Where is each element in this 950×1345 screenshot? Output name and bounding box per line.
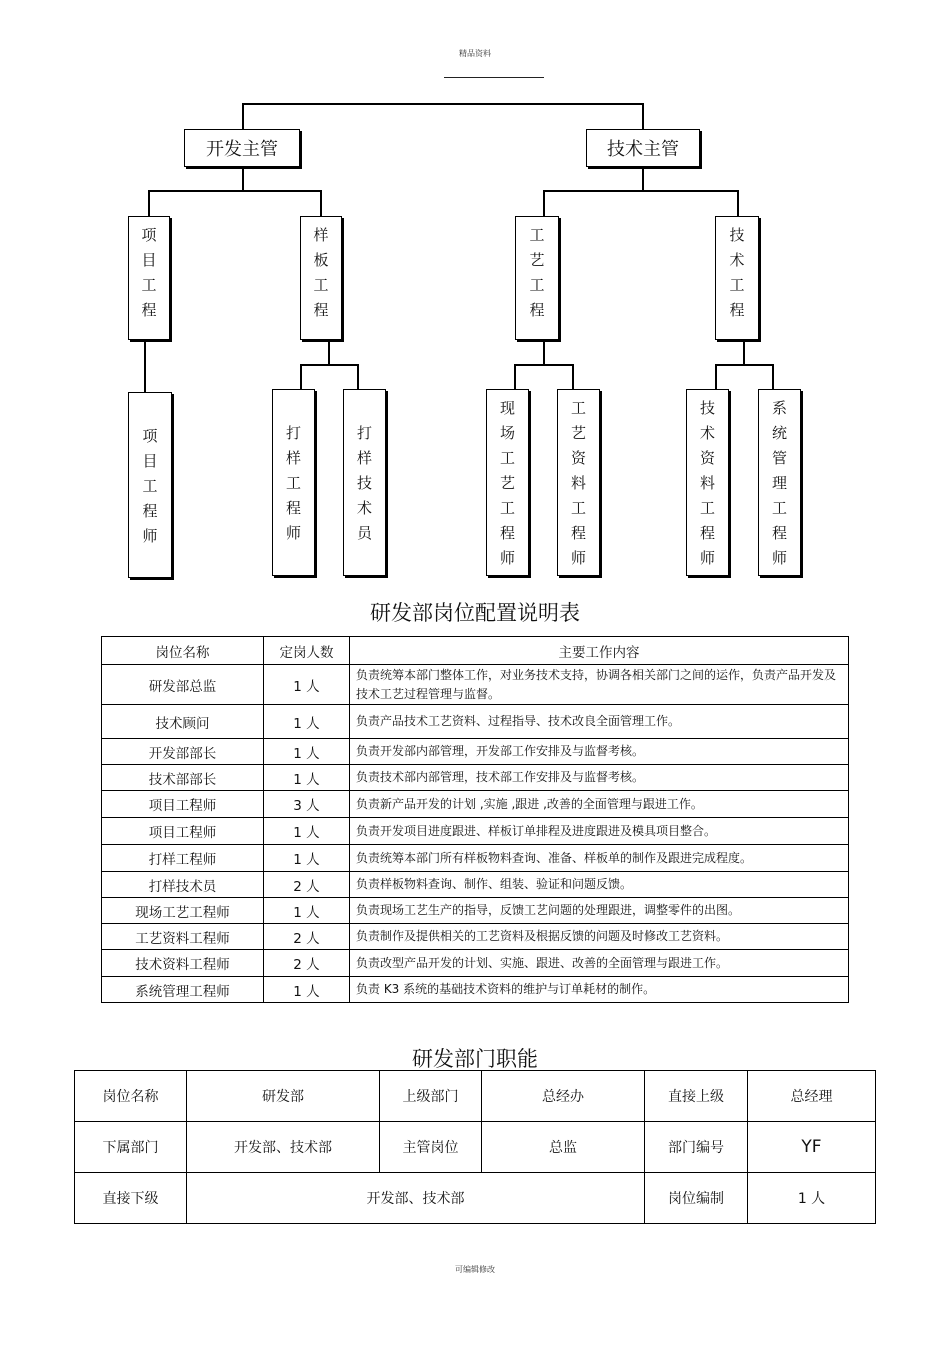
position-name-cell: 现场工艺工程师 bbox=[102, 898, 264, 924]
table-cell: 下属部门 bbox=[75, 1122, 187, 1173]
headcount-cell: 1 人 bbox=[264, 765, 350, 791]
table-row bbox=[102, 924, 849, 950]
org-node-field-process-engineer bbox=[486, 389, 529, 576]
table-cell: 总经理 bbox=[748, 1071, 876, 1122]
org-node-label: 技术工程 bbox=[729, 226, 745, 319]
headcount-cell: 1 人 bbox=[264, 739, 350, 765]
table-cell: 岗位编制 bbox=[645, 1173, 748, 1224]
positions-table bbox=[101, 636, 849, 1003]
table-cell: 岗位名称 bbox=[75, 1071, 187, 1122]
table-cell: 部门编号 bbox=[645, 1122, 748, 1173]
position-name-cell: 技术顾问 bbox=[102, 705, 264, 739]
org-node-label: 技术主管 bbox=[607, 139, 679, 160]
table-cell: 研发部 bbox=[187, 1071, 380, 1122]
connector bbox=[737, 190, 739, 216]
org-node-sample-engineer bbox=[272, 389, 315, 576]
connector bbox=[320, 190, 322, 216]
position-name-cell: 技术资料工程师 bbox=[102, 950, 264, 977]
org-node-tech-doc-engineer bbox=[686, 389, 729, 576]
position-name-cell: 开发部部长 bbox=[102, 739, 264, 765]
dept-table-title: 研发部门职能 bbox=[412, 1047, 538, 1071]
duty-cell: 负责现场工艺生产的指导，反馈工艺问题的处理跟进，调整零件的出图。 bbox=[350, 898, 849, 924]
column-header: 主要工作内容 bbox=[350, 637, 849, 665]
connector bbox=[642, 166, 644, 191]
connector bbox=[242, 103, 643, 105]
table-cell: 开发部、技术部 bbox=[187, 1122, 380, 1173]
connector bbox=[572, 364, 574, 389]
page-footer: 可编辑修改 bbox=[455, 1265, 495, 1274]
connector bbox=[144, 341, 146, 392]
duty-cell: 负责技术部内部管理，技术部工作安排及与监督考核。 bbox=[350, 765, 849, 791]
org-node-project-eng bbox=[128, 216, 170, 340]
connector bbox=[543, 190, 738, 192]
duty-cell: 负责 K3 系统的基础技术资料的维护与订单耗材的制作。 bbox=[350, 977, 849, 1003]
headcount-cell: 2 人 bbox=[264, 924, 350, 950]
position-name-cell: 打样技术员 bbox=[102, 872, 264, 898]
org-node-project-engineer bbox=[128, 392, 172, 578]
table-cell: 开发部、技术部 bbox=[187, 1173, 645, 1224]
duty-cell: 负责新产品开发的计划 ,实施 ,跟进 ,改善的全面管理与跟进工作。 bbox=[350, 791, 849, 818]
headcount-cell: 1 人 bbox=[264, 705, 350, 739]
headcount-cell: 3 人 bbox=[264, 791, 350, 818]
org-node-label: 技术资料工程师 bbox=[699, 399, 715, 567]
position-name-cell: 打样工程师 bbox=[102, 845, 264, 872]
connector bbox=[715, 364, 717, 389]
header-rule bbox=[444, 77, 544, 78]
connector bbox=[357, 364, 359, 389]
position-name-cell: 项目工程师 bbox=[102, 818, 264, 845]
table-cell: 1 人 bbox=[748, 1173, 876, 1224]
table-row bbox=[102, 977, 849, 1003]
connector bbox=[543, 190, 545, 216]
table-row bbox=[102, 818, 849, 845]
org-node-label: 打样工程师 bbox=[285, 424, 301, 542]
duty-cell: 负责制作及提供相关的工艺资料及根据反馈的问题及时修改工艺资料。 bbox=[350, 924, 849, 950]
connector bbox=[772, 364, 774, 389]
table-cell: 上级部门 bbox=[380, 1071, 482, 1122]
headcount-cell: 1 人 bbox=[264, 818, 350, 845]
connector bbox=[543, 341, 545, 365]
org-node-tech-manager bbox=[586, 129, 700, 167]
org-node-dev-manager bbox=[184, 129, 300, 167]
connector bbox=[148, 190, 150, 216]
position-name-cell: 技术部部长 bbox=[102, 765, 264, 791]
table-row bbox=[75, 1071, 876, 1122]
org-node-sample-eng bbox=[300, 216, 342, 340]
connector bbox=[242, 103, 244, 130]
org-node-technical-eng bbox=[715, 216, 759, 340]
table-cell: 直接下级 bbox=[75, 1173, 187, 1224]
connector bbox=[514, 364, 516, 389]
table-row bbox=[102, 791, 849, 818]
org-node-label: 样板工程 bbox=[313, 226, 329, 319]
connector bbox=[743, 341, 745, 365]
headcount-cell: 1 人 bbox=[264, 898, 350, 924]
org-node-label: 开发主管 bbox=[206, 139, 278, 160]
duty-cell: 负责样板物料查询、制作、组装、验证和问题反馈。 bbox=[350, 872, 849, 898]
positions-table-title: 研发部岗位配置说明表 bbox=[370, 601, 580, 625]
page-header: 精品资料 bbox=[459, 49, 491, 58]
org-node-label: 现场工艺工程师 bbox=[499, 399, 515, 567]
table-row bbox=[75, 1173, 876, 1224]
duty-cell: 负责统筹本部门整体工作，对业务技术支持，协调各相关部门之间的运作，负责产品开发及技术工艺过程管理与监督。 bbox=[350, 665, 849, 705]
org-node-label: 打样技术员 bbox=[356, 424, 372, 542]
duty-cell: 负责统筹本部门所有样板物料查询、准备、样板单的制作及跟进完成程度。 bbox=[350, 845, 849, 872]
connector bbox=[242, 166, 244, 191]
table-row bbox=[102, 898, 849, 924]
connector bbox=[300, 364, 302, 389]
table-row bbox=[75, 1122, 876, 1173]
table-row bbox=[102, 739, 849, 765]
headcount-cell: 1 人 bbox=[264, 665, 350, 705]
org-node-label: 工艺工程 bbox=[529, 226, 545, 319]
duty-cell: 负责开发项目进度跟进、样板订单排程及进度跟进及模具项目整合。 bbox=[350, 818, 849, 845]
connector bbox=[715, 364, 773, 366]
position-name-cell: 工艺资料工程师 bbox=[102, 924, 264, 950]
org-node-label: 项目工程师 bbox=[142, 427, 158, 545]
column-header: 定岗人数 bbox=[264, 637, 350, 665]
duty-cell: 负责开发部内部管理，开发部工作安排及与监督考核。 bbox=[350, 739, 849, 765]
position-name-cell: 项目工程师 bbox=[102, 791, 264, 818]
headcount-cell: 1 人 bbox=[264, 977, 350, 1003]
connector bbox=[514, 364, 573, 366]
column-header: 岗位名称 bbox=[102, 637, 264, 665]
table-cell: YF bbox=[748, 1122, 876, 1173]
table-cell: 主管岗位 bbox=[380, 1122, 482, 1173]
table-row bbox=[102, 765, 849, 791]
connector bbox=[300, 364, 358, 366]
duty-cell: 负责产品技术工艺资料、过程指导、技术改良全面管理工作。 bbox=[350, 705, 849, 739]
connector bbox=[642, 103, 644, 130]
org-node-process-doc-engineer bbox=[557, 389, 600, 576]
table-row bbox=[102, 950, 849, 977]
table-row bbox=[102, 872, 849, 898]
position-name-cell: 系统管理工程师 bbox=[102, 977, 264, 1003]
org-node-label: 系统管理工程师 bbox=[771, 399, 787, 567]
table-row bbox=[102, 705, 849, 739]
table-cell: 直接上级 bbox=[645, 1071, 748, 1122]
headcount-cell: 2 人 bbox=[264, 872, 350, 898]
org-node-process-eng bbox=[515, 216, 559, 340]
dept-table bbox=[74, 1070, 876, 1224]
connector bbox=[148, 190, 321, 192]
table-cell: 总监 bbox=[482, 1122, 645, 1173]
table-row bbox=[102, 845, 849, 872]
duty-cell: 负责改型产品开发的计划、实施、跟进、改善的全面管理与跟进工作。 bbox=[350, 950, 849, 977]
org-node-label: 工艺资料工程师 bbox=[570, 399, 586, 567]
headcount-cell: 2 人 bbox=[264, 950, 350, 977]
table-row bbox=[102, 665, 849, 705]
connector bbox=[328, 341, 330, 365]
org-node-label: 项目工程 bbox=[141, 226, 157, 319]
org-node-system-mgmt-engineer bbox=[758, 389, 801, 576]
org-node-sample-technician bbox=[343, 389, 386, 576]
headcount-cell: 1 人 bbox=[264, 845, 350, 872]
table-header-row bbox=[102, 637, 849, 665]
position-name-cell: 研发部总监 bbox=[102, 665, 264, 705]
table-cell: 总经办 bbox=[482, 1071, 645, 1122]
